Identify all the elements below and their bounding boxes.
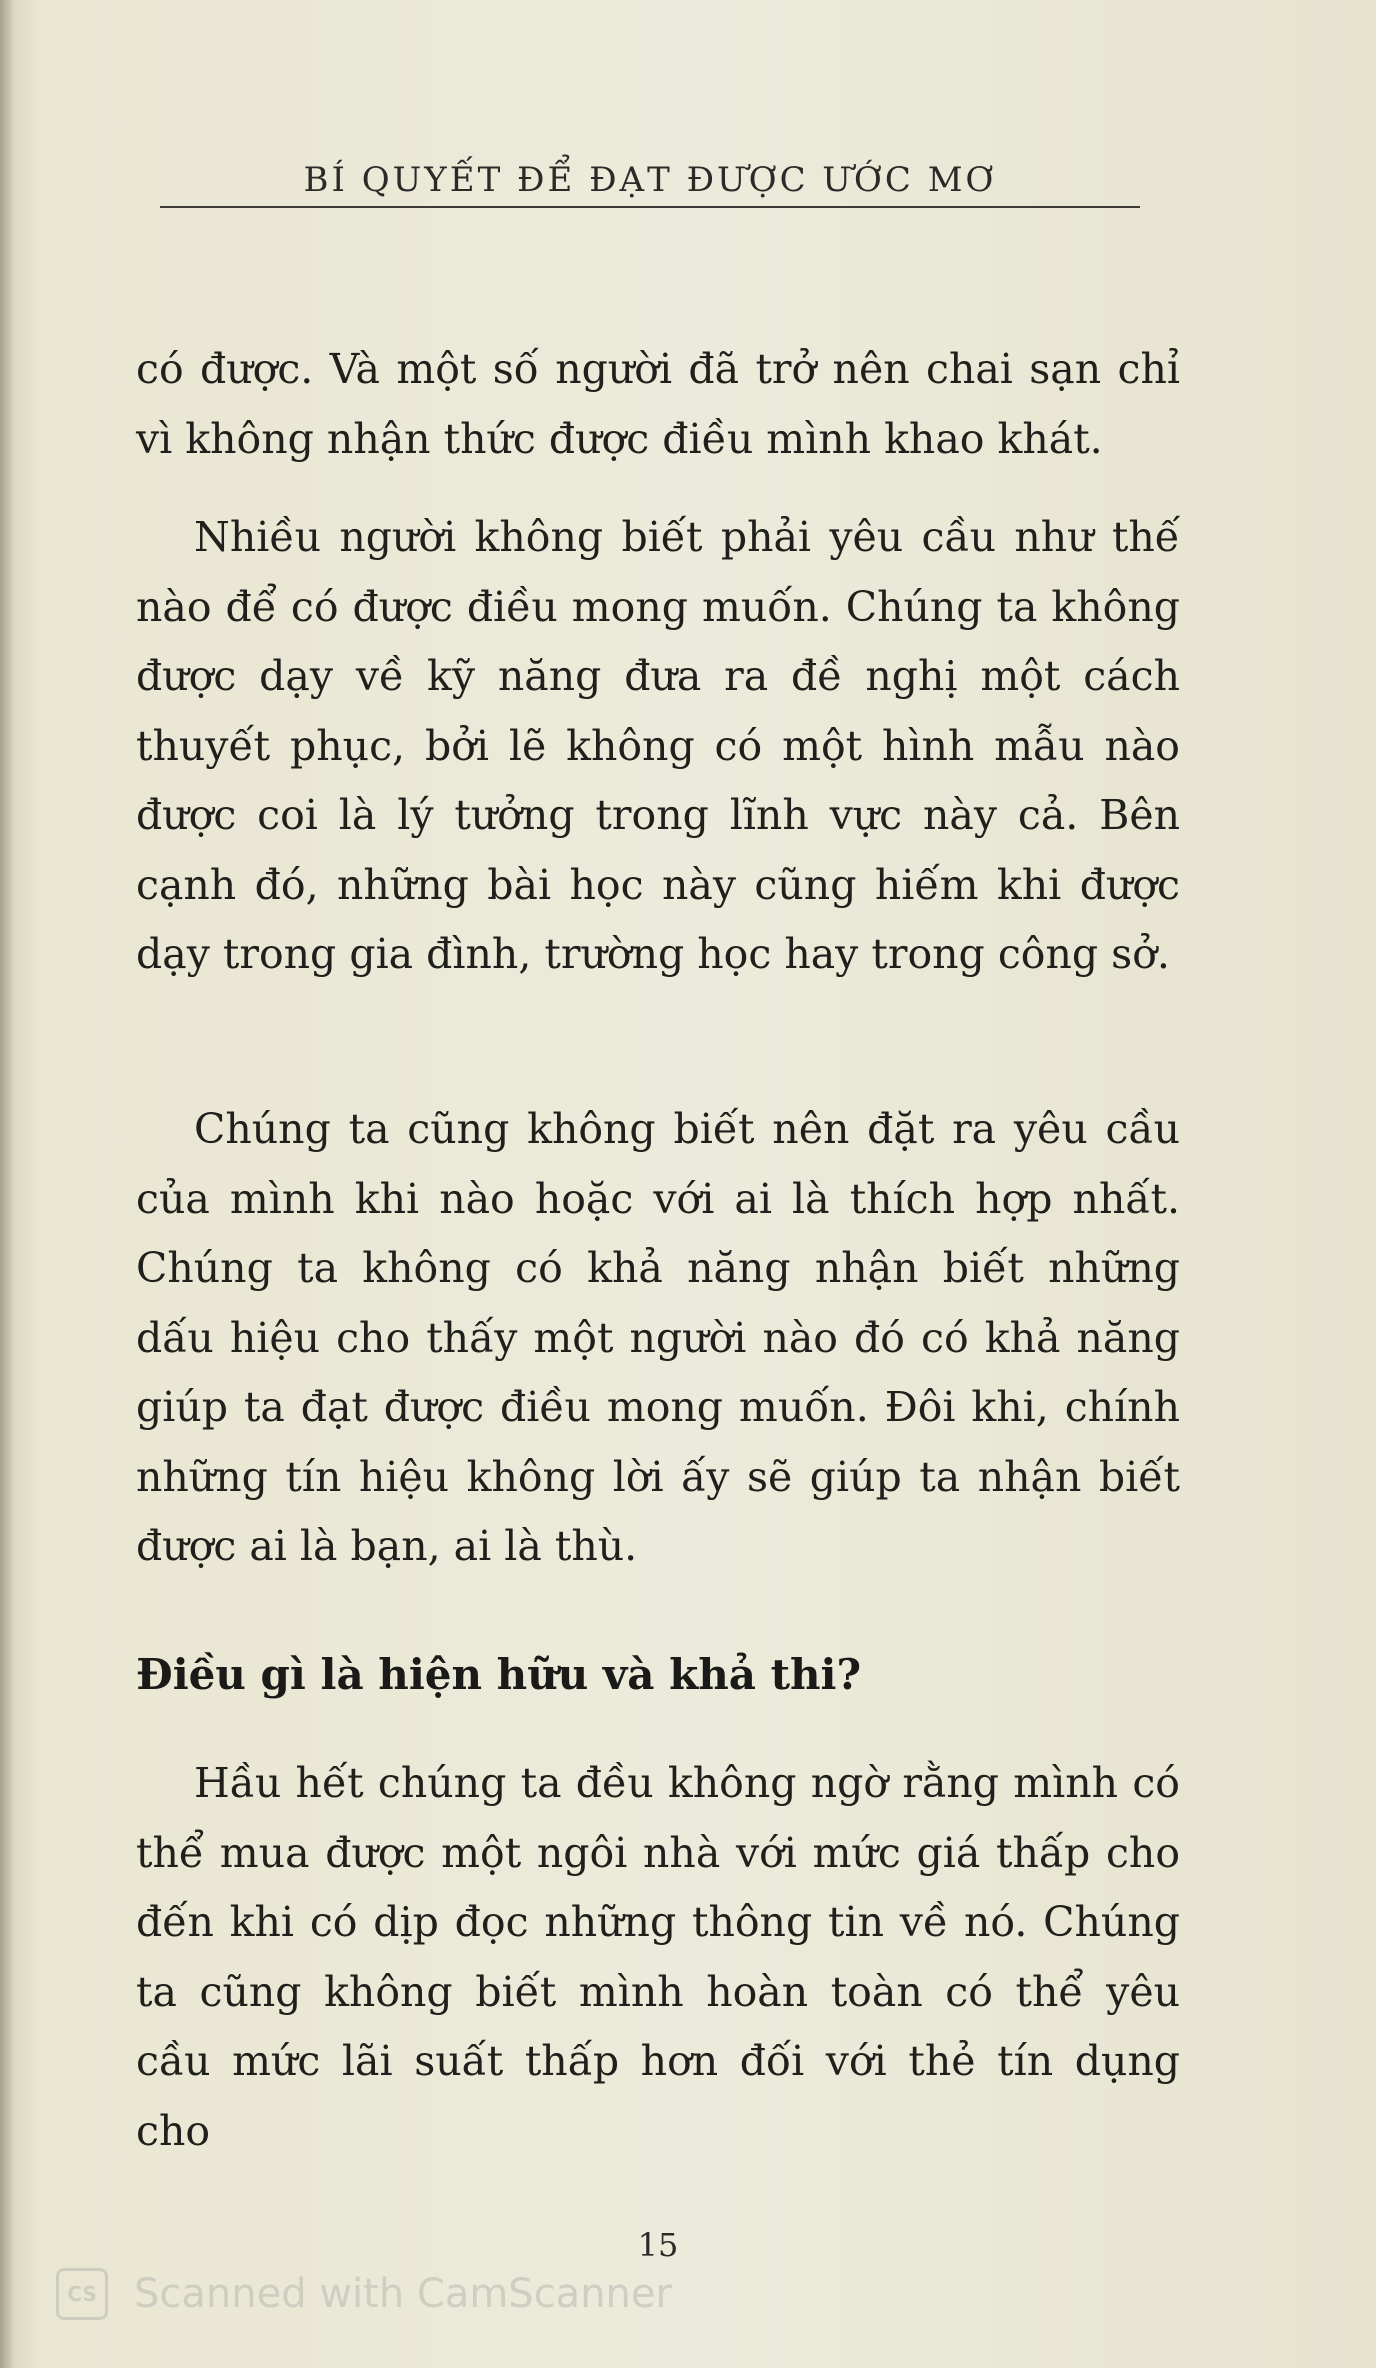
paragraph-4: Hầu hết chúng ta đều không ngờ rằng mình có thể mua được một ngôi nhà với mức giá thấp cho đến khi có dịp đọc những thông tin về nó. Chúng ta cũng không biết mình hoàn toàn có thể yêu cầu mức lãi suất thấp hơn đối với thẻ tín dụng cho — [136, 1759, 1180, 2155]
page-spine-shadow — [0, 0, 14, 2368]
watermark-text: Scanned with CamScanner — [134, 2271, 672, 2317]
running-title: BÍ QUYẾT ĐỂ ĐẠT ĐƯỢC ƯỚC MƠ — [303, 160, 997, 200]
running-header — [160, 150, 1140, 210]
header-rule — [160, 206, 1140, 208]
scanner-watermark — [56, 2264, 672, 2324]
paragraph-3: Chúng ta cũng không biết nên đặt ra yêu cầu của mình khi nào hoặc với ai là thích hợp nhất. Chúng ta không có khả năng nhận biết những dấu hiệu cho thấy một người nào đó có khả năng giúp ta đạt được điều mong muốn. Đôi khi, chính những tín hiệu không lời ấy sẽ giúp ta nhận biết được ai là bạn, ai là thù. — [136, 1105, 1180, 1570]
camscanner-logo-icon: CS — [56, 2268, 108, 2320]
paragraph-1: có được. Và một số người đã trở nên chai sạn chỉ vì không nhận thức được điều mình khao khát. — [136, 345, 1180, 463]
page-number: 15 — [637, 2226, 679, 2264]
section-heading: Điều gì là hiện hữu và khả thi? — [136, 1650, 862, 1699]
paragraph-2: Nhiều người không biết phải yêu cầu như thế nào để có được điều mong muốn. Chúng ta không được dạy về kỹ năng đưa ra đề nghị một cách thuyết phục, bởi lẽ không có một hình mẫu nào được coi là lý tưởng trong lĩnh vực này cả. Bên cạnh đó, những bài học này cũng hiếm khi được dạy trong gia đình, trường học hay trong công sở. — [136, 513, 1180, 978]
